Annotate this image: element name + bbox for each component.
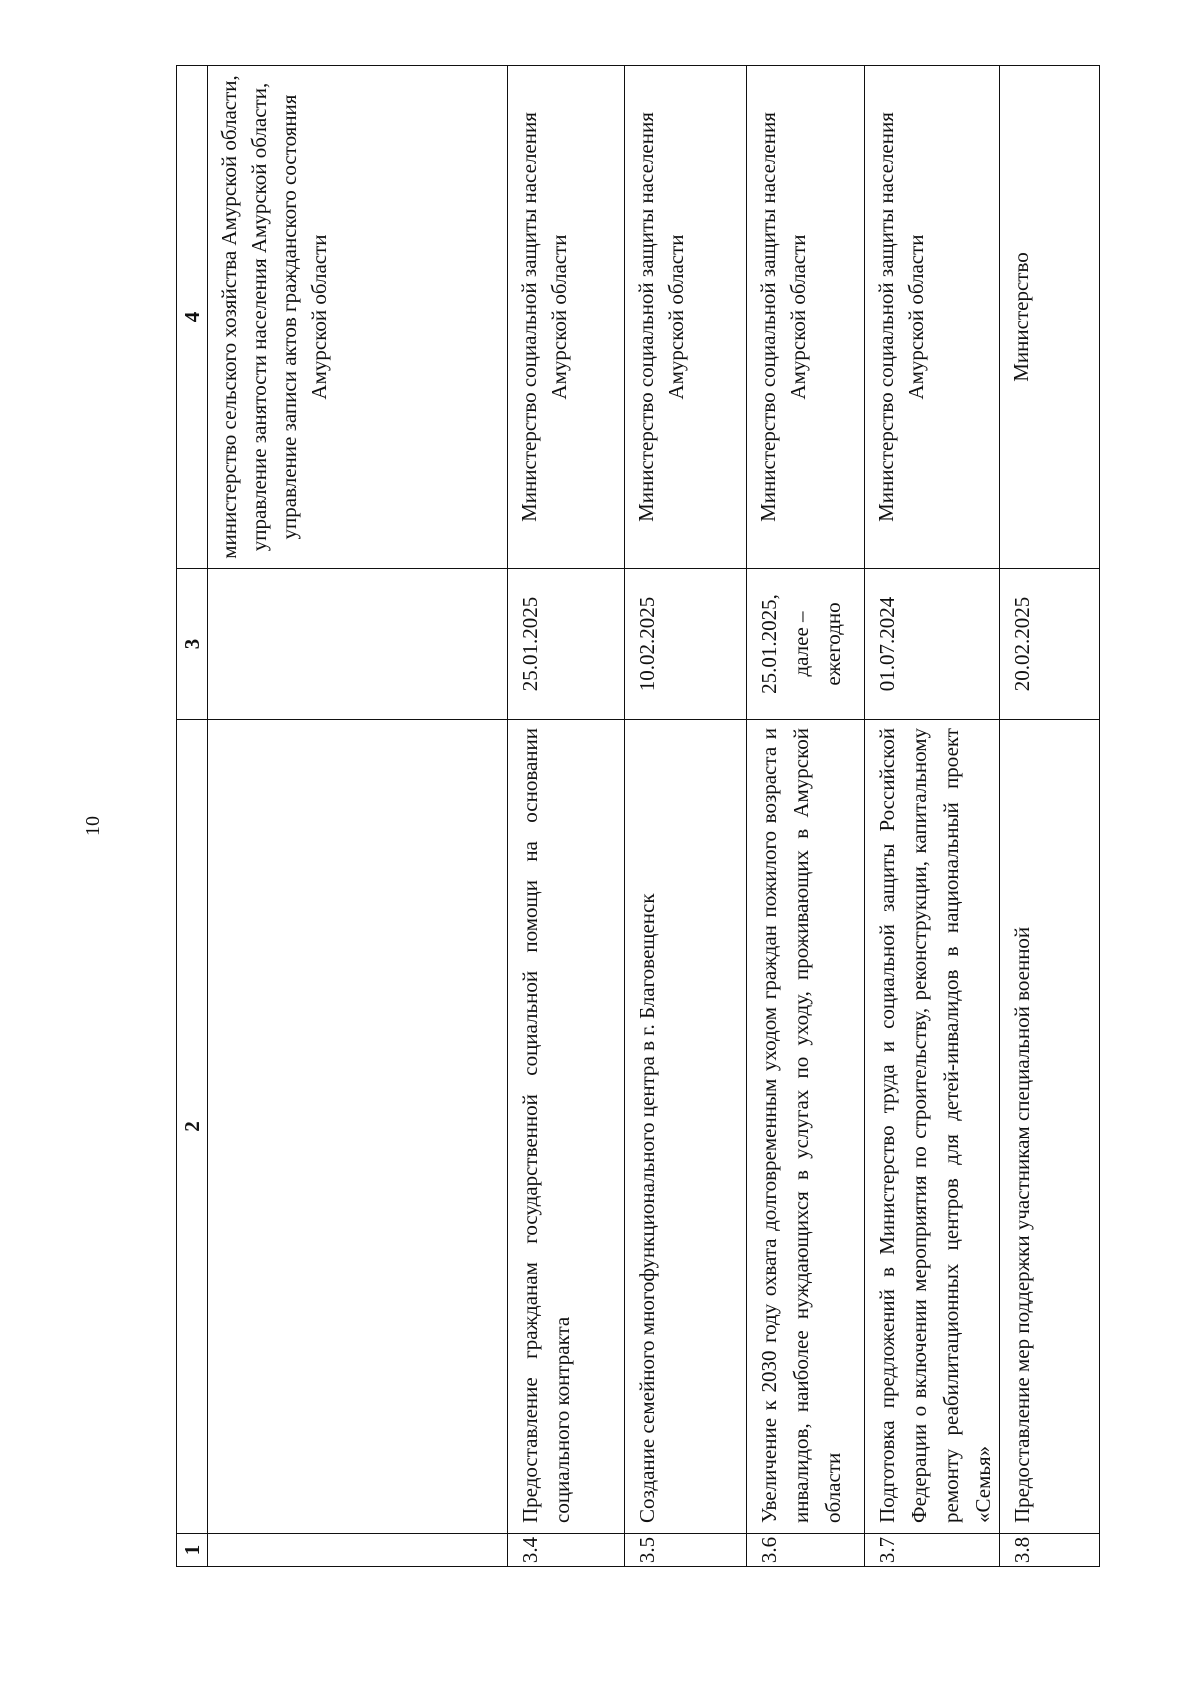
action-text: Создание семейного многофункционального центра в г. Благовещенск [625, 720, 747, 1534]
deadline: 25.01.2025 [508, 569, 625, 720]
table-row [208, 66, 508, 1567]
action-text: Подготовка предложений в Министерство труда и социальной защиты Российской Федерации о включении мероприятия по строительству, реконструкции, капитальному ремонту реабилитационных центров для детей-инвалидов в национальный проект «Семья» [865, 720, 1000, 1534]
responsible-body: министерство сельского хозяйства Амурской области, управление занятости населения Амурской области, управление записи актов гражданского состояния Амурской области [208, 66, 508, 569]
column-header-4: 4 [177, 66, 208, 569]
deadline: 01.07.2024 [865, 569, 1000, 720]
responsible-body: Министерство социальной защиты населения Амурской области [625, 66, 747, 569]
responsible-body: Министерство социальной защиты населения Амурской области [508, 66, 625, 569]
table-header-row [177, 66, 208, 1567]
table-row [625, 66, 747, 1567]
row-number: 3.8 [1000, 1534, 1100, 1567]
table-row [865, 66, 1000, 1567]
rotated-table-container [176, 70, 1085, 1567]
deadline: 10.02.2025 [625, 569, 747, 720]
column-header-2: 2 [177, 720, 208, 1534]
table-row [508, 66, 625, 1567]
deadline [208, 569, 508, 720]
action-text: Увеличение к 2030 году охвата долговременным уходом граждан пожилого возраста и инвалидов, наиболее нуждающихся в услугах по уходу, проживающих в Амурской области [747, 720, 865, 1534]
deadline: 25.01.2025, далее – ежегодно [747, 569, 865, 720]
action-text [208, 720, 508, 1534]
row-number [208, 1534, 508, 1567]
table-row [1000, 66, 1100, 1567]
row-number: 3.5 [625, 1534, 747, 1567]
measures-table [176, 65, 1100, 1567]
row-number: 3.6 [747, 1534, 865, 1567]
row-number: 3.7 [865, 1534, 1000, 1567]
action-text: Предоставление гражданам государственной социальной помощи на основании социального контракта [508, 720, 625, 1534]
responsible-body: Министерство [1000, 66, 1100, 569]
page-number: 10 [82, 816, 104, 836]
action-text: Предоставление мер поддержки участникам специальной военной [1000, 720, 1100, 1534]
column-header-1: 1 [177, 1534, 208, 1567]
row-number: 3.4 [508, 1534, 625, 1567]
table-row [747, 66, 865, 1567]
column-header-3: 3 [177, 569, 208, 720]
responsible-body: Министерство социальной защиты населения Амурской области [865, 66, 1000, 569]
responsible-body: Министерство социальной защиты населения Амурской области [747, 66, 865, 569]
deadline: 20.02.2025 [1000, 569, 1100, 720]
